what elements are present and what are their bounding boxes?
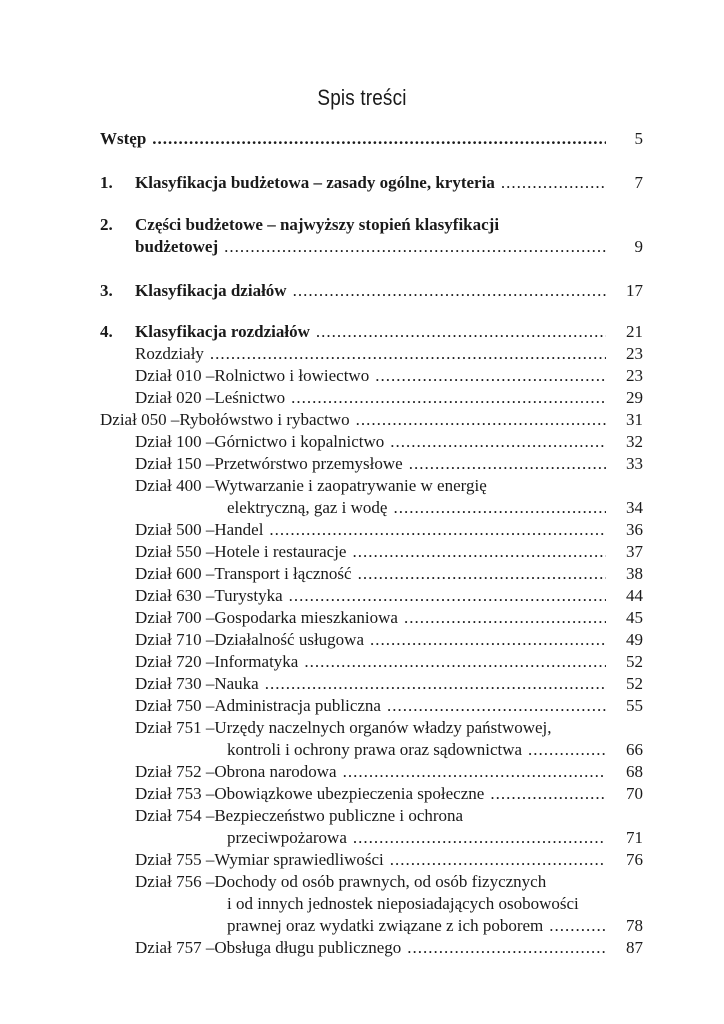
dot-leader (356, 409, 606, 431)
toc-entry-chapter-4[interactable] (100, 321, 643, 343)
dot-leader (224, 236, 606, 258)
toc-label: Klasyfikacja rozdziałów (135, 322, 310, 341)
toc-entry-dzial-756[interactable] (100, 871, 643, 937)
dot-leader (375, 365, 606, 387)
toc-page: 21 (626, 322, 643, 341)
toc-page: 37 (626, 542, 643, 561)
dept-code: Dział 500 – (135, 520, 215, 539)
toc-label-line3: prawnej oraz wydatki związane z ich poborem (227, 916, 544, 935)
dot-leader (390, 431, 606, 453)
toc-page: 31 (626, 410, 643, 429)
toc-label: Rolnictwo i łowiectwo (214, 366, 370, 385)
toc-label: Wymiar sprawiedliwości (214, 850, 384, 869)
toc-page: 70 (626, 784, 643, 803)
toc-page: 17 (626, 281, 643, 300)
toc-page: 76 (626, 850, 643, 869)
toc-page: 68 (626, 762, 643, 781)
toc-entry-chapter-3[interactable] (100, 280, 643, 302)
toc-entry-dzial-752[interactable] (100, 761, 643, 783)
toc-label: Rozdziały (135, 344, 204, 363)
dot-leader (265, 673, 606, 695)
toc-entry-dzial-500[interactable] (100, 519, 643, 541)
dot-leader (352, 541, 606, 563)
toc-entry-dzial-754[interactable] (100, 805, 643, 849)
toc-page: 9 (634, 237, 643, 256)
toc-page: 52 (626, 674, 643, 693)
toc-label-line2: i od innych jednostek nieposiadających osobowości (227, 894, 579, 913)
toc-entry-chapter-2[interactable] (100, 214, 643, 258)
dot-leader (549, 915, 606, 937)
toc-entry-dzial-710[interactable] (100, 629, 643, 651)
dot-leader (343, 761, 606, 783)
dot-leader (304, 651, 606, 673)
dept-code: Dział 754 – (135, 806, 215, 825)
toc-label: Informatyka (214, 652, 299, 671)
toc-label-line1: Części budżetowe – najwyższy stopień klasyfikacji (135, 215, 500, 234)
dot-leader (353, 827, 606, 849)
toc-label: Obowiązkowe ubezpieczenia społeczne (214, 784, 485, 803)
toc-page: 87 (626, 938, 643, 957)
toc-page: 23 (626, 366, 643, 385)
toc-label: Obrona narodowa (214, 762, 337, 781)
toc-page: 32 (626, 432, 643, 451)
dept-code: Dział 400 – (135, 476, 215, 495)
toc-page: 44 (626, 586, 643, 605)
dot-leader (269, 519, 606, 541)
toc-entry-dzial-550[interactable] (100, 541, 643, 563)
toc-label: Wstęp (100, 129, 147, 148)
toc-label-line2: budżetowej (135, 237, 219, 256)
dot-leader (393, 497, 606, 519)
dot-leader (501, 172, 606, 194)
dot-leader (293, 280, 606, 302)
dept-code: Dział 050 – (100, 410, 180, 429)
dot-leader (528, 739, 606, 761)
chapter-number: 2. (100, 215, 113, 234)
toc-page: 33 (626, 454, 643, 473)
dot-leader (210, 343, 606, 365)
toc-entry-dzial-750[interactable] (100, 695, 643, 717)
toc-entry-dzial-100[interactable] (100, 431, 643, 453)
toc-label-line1: Urzędy naczelnych organów władzy państwowej, (214, 718, 552, 737)
toc-entry-dzial-050[interactable] (100, 409, 643, 431)
toc-entry-dzial-753[interactable] (100, 783, 643, 805)
toc-entry-rozdzialy[interactable] (100, 343, 643, 365)
toc-label: Handel (214, 520, 264, 539)
dot-leader (316, 321, 606, 343)
dot-leader (289, 585, 606, 607)
toc-page: 71 (626, 828, 643, 847)
toc-entry-dzial-630[interactable] (100, 585, 643, 607)
dept-code: Dział 630 – (135, 586, 215, 605)
toc-label: Klasyfikacja działów (135, 281, 287, 300)
toc-label: Hotele i restauracje (214, 542, 347, 561)
dept-code: Dział 730 – (135, 674, 215, 693)
dot-leader (370, 629, 606, 651)
dot-leader (390, 849, 606, 871)
dot-leader (407, 937, 606, 959)
chapter-number: 4. (100, 322, 113, 341)
toc-label: Przetwórstwo przemysłowe (214, 454, 403, 473)
toc-entry-dzial-700[interactable] (100, 607, 643, 629)
toc-label-line1: Bezpieczeństwo publiczne i ochrona (214, 806, 464, 825)
toc-label: Transport i łączność (214, 564, 352, 583)
toc-entry-dzial-751[interactable] (100, 717, 643, 761)
chapter-number: 1. (100, 173, 113, 192)
toc-label-line2: elektryczną, gaz i wodę (227, 498, 388, 517)
toc-page: 34 (626, 498, 643, 517)
toc-entry-dzial-755[interactable] (100, 849, 643, 871)
toc-label-line2: przeciwpożarowa (227, 828, 347, 847)
dept-code: Dział 700 – (135, 608, 215, 627)
toc-label: Górnictwo i kopalnictwo (214, 432, 385, 451)
dept-code: Dział 150 – (135, 454, 215, 473)
toc-entry-dzial-020[interactable] (100, 387, 643, 409)
dept-code: Dział 751 – (135, 718, 215, 737)
toc-entry-dzial-600[interactable] (100, 563, 643, 585)
chapter-number: 3. (100, 281, 113, 300)
dept-code: Dział 753 – (135, 784, 215, 803)
dept-code: Dział 752 – (135, 762, 215, 781)
toc-label: Leśnictwo (214, 388, 286, 407)
dept-code: Dział 600 – (135, 564, 215, 583)
dept-code: Dział 720 – (135, 652, 215, 671)
toc-entry-dzial-010[interactable] (100, 365, 643, 387)
toc-page: 5 (634, 129, 643, 148)
dot-leader (358, 563, 606, 585)
toc-label: Działalność usługowa (214, 630, 364, 649)
toc-entry-dzial-757[interactable] (100, 937, 643, 959)
toc-label: Obsługa długu publicznego (214, 938, 402, 957)
toc-label: Gospodarka mieszkaniowa (214, 608, 398, 627)
toc-label: Turystyka (214, 586, 283, 605)
toc-entry-wstep[interactable] (100, 128, 643, 150)
toc-label: Administracja publiczna (214, 696, 381, 715)
dot-leader (409, 453, 606, 475)
toc-page: 7 (634, 173, 643, 192)
toc-page: 29 (626, 388, 643, 407)
toc-page: 66 (626, 740, 643, 759)
dept-code: Dział 750 – (135, 696, 215, 715)
toc-page: 49 (626, 630, 643, 649)
toc-entry-dzial-400[interactable] (100, 475, 643, 519)
dot-leader (404, 607, 606, 629)
dept-code: Dział 010 – (135, 366, 215, 385)
toc-page: 23 (626, 344, 643, 363)
dept-code: Dział 550 – (135, 542, 215, 561)
toc-page: 55 (626, 696, 643, 715)
toc-page: 45 (626, 608, 643, 627)
toc-label-line1: Dochody od osób prawnych, od osób fizycznych (214, 872, 547, 891)
dept-code: Dział 710 – (135, 630, 215, 649)
dept-code: Dział 757 – (135, 938, 215, 957)
toc-entry-dzial-730[interactable] (100, 673, 643, 695)
dot-leader (152, 128, 606, 150)
toc-label: Klasyfikacja budżetowa – zasady ogólne, kryteria (135, 173, 495, 192)
toc-page: 78 (626, 916, 643, 935)
toc-label-line2: kontroli i ochrony prawa oraz sądownictwa (227, 740, 523, 759)
dot-leader (490, 783, 606, 805)
page-title: Spis treści (317, 85, 407, 110)
dept-code: Dział 020 – (135, 388, 215, 407)
toc-label: Rybołówstwo i rybactwo (179, 410, 350, 429)
toc-label: Nauka (214, 674, 259, 693)
toc-entry-dzial-720[interactable] (100, 651, 643, 673)
dot-leader (291, 387, 606, 409)
toc-entry-chapter-1[interactable] (100, 172, 643, 194)
dept-code: Dział 756 – (135, 872, 215, 891)
toc-page: 36 (626, 520, 643, 539)
dot-leader (387, 695, 606, 717)
toc-entry-dzial-150[interactable] (100, 453, 643, 475)
toc-page: 52 (626, 652, 643, 671)
dept-code: Dział 100 – (135, 432, 215, 451)
dept-code: Dział 755 – (135, 850, 215, 869)
toc-label-line1: Wytwarzanie i zaopatrywanie w energię (214, 476, 487, 495)
toc-page: 38 (626, 564, 643, 583)
